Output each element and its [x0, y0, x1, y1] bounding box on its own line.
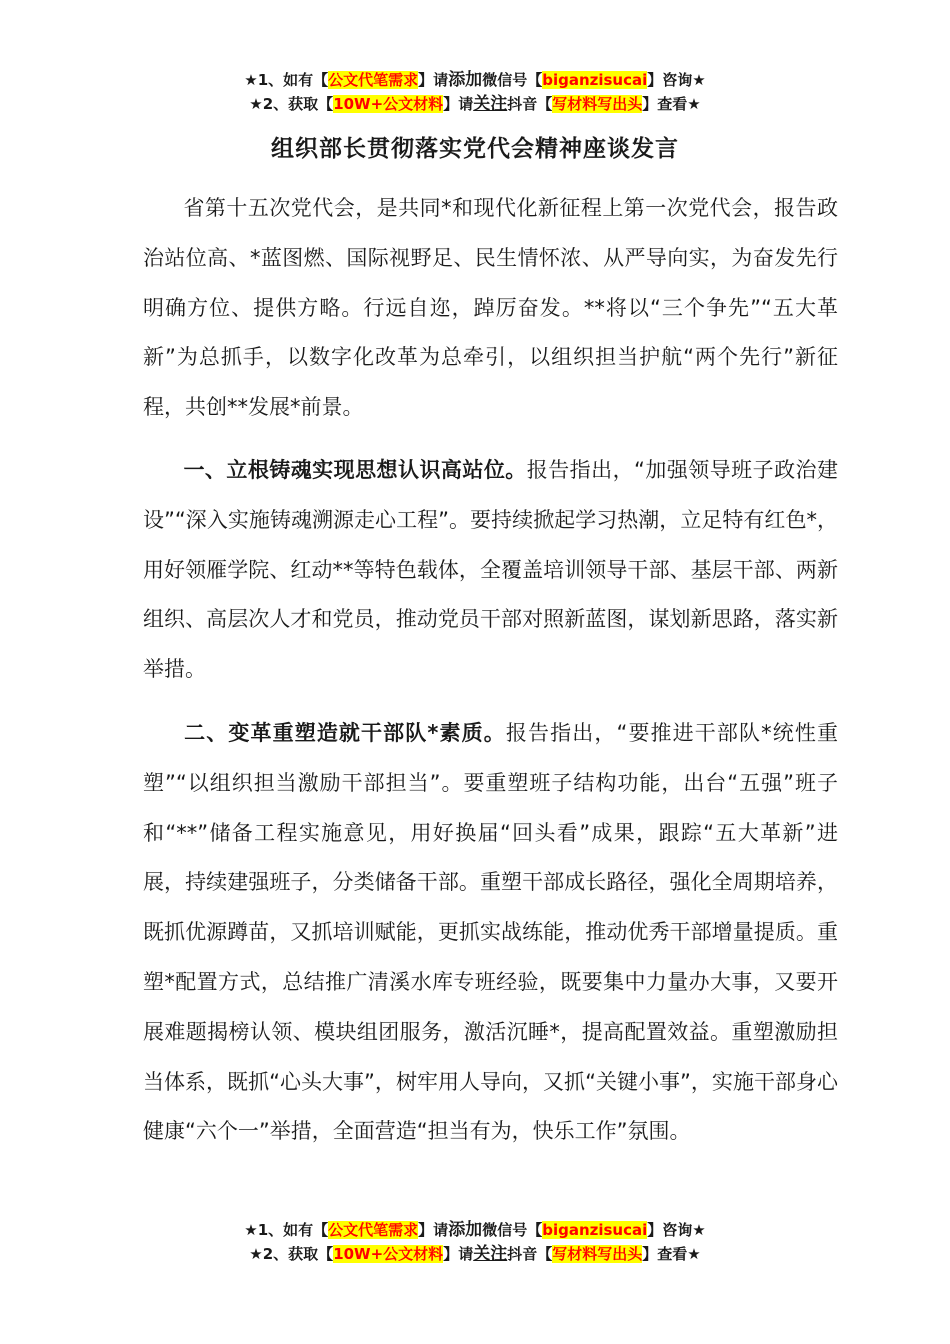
banner-text: 】咨询★: [647, 71, 706, 89]
banner-highlight: 10W+公文材料: [333, 1245, 444, 1263]
banner-text: 】查看★: [642, 95, 701, 113]
banner-text: 】请: [418, 1221, 449, 1239]
banner-text: ★2、获取【: [249, 95, 334, 113]
bottom-banner: [0, 1218, 950, 1266]
paragraph-text: 报告指出，“要推进干部队*统性重塑”“以组织担当激励干部担当”。要重塑班子结构功能，出台“五强”班子和“**”储备工程实施意见，用好换届“回头看”成果，跟踪“五大革新”进展，持续建强班子，分类储备干部。重塑干部成长路径，强化全周期培养，既抓优源蹲苗，又抓培训赋能，更抓实战练能，推动优秀干部增量提质。重塑*配置方式，总结推广清溪水库专班经验，既要集中力量办大事，又要开展难题揭榜认领、模块组团服务，激活沉睡*，提高配置效益。重塑激励担当体系，既抓“心头大事”，树牢用人导向，又抓“关键小事”，实施干部身心健康“六个一”举措，全面营造“担当有为，快乐工作”氛围。: [143, 721, 838, 1144]
banner-line-2: [0, 92, 950, 116]
banner-emphasis: 关注: [473, 1244, 508, 1264]
banner-highlight: 公文代笔需求: [328, 71, 419, 89]
banner-text: ★1、如有【: [244, 71, 329, 89]
banner-highlight: 10W+公文材料: [333, 95, 444, 113]
banner-text: 】请: [443, 95, 474, 113]
banner-text: 微信号【: [482, 71, 543, 89]
paragraph-intro: [143, 184, 838, 433]
banner-line-1: [0, 68, 950, 92]
section-heading: 一、立根铸魂实现思想认识高站位。: [183, 458, 527, 482]
banner-text: ★1、如有【: [244, 1221, 329, 1239]
banner-wechat-id: biganzisucai: [542, 71, 648, 89]
banner-douyin-id: 写材料写出头: [552, 95, 643, 113]
document-title: 组织部长贯彻落实党代会精神座谈发言: [271, 136, 679, 162]
paragraph-text: 报告指出，“加强领导班子政治建设”“深入实施铸魂溯源走心工程”。要持续掀起学习热潮，立足特有红色*，用好领雁学院、红动**等特色载体，全覆盖培训领导干部、基层干部、两新组织、高层次人才和党员，推动党员干部对照新蓝图，谋划新思路，落实新举措。: [143, 458, 839, 682]
banner-line-2: [0, 1242, 950, 1266]
paragraph-text: 省第十五次党代会，是共同*和现代化新征程上第一次党代会，报告政治站位高、*蓝图燃、国际视野足、民生情怀浓、从严导向实，为奋发先行明确方位、提供方略。行远自迩，踔厉奋发。**将以“三个争先”“五大革新”为总抓手，以数字化改革为总牵引，以组织担当护航“两个先行”新征程，共创**发展*前景。: [143, 196, 838, 420]
banner-emphasis: 添加: [448, 70, 483, 90]
banner-text: ★2、获取【: [249, 1245, 334, 1263]
banner-text: 微信号【: [482, 1221, 543, 1239]
banner-wechat-id: biganzisucai: [542, 1221, 648, 1239]
banner-emphasis: 添加: [448, 1220, 483, 1240]
banner-emphasis: 关注: [473, 94, 508, 114]
banner-text: 抖音【: [507, 95, 553, 113]
top-banner: [0, 68, 950, 116]
banner-douyin-id: 写材料写出头: [552, 1245, 643, 1263]
paragraph-section-2: [143, 709, 838, 1157]
banner-highlight: 公文代笔需求: [328, 1221, 419, 1239]
banner-text: 抖音【: [507, 1245, 553, 1263]
banner-text: 】请: [418, 71, 449, 89]
banner-text: 】查看★: [642, 1245, 701, 1263]
section-heading: 二、变革重塑造就干部队*素质。: [183, 721, 506, 745]
banner-line-1: [0, 1218, 950, 1242]
paragraph-section-1: [143, 446, 838, 695]
banner-text: 】请: [443, 1245, 474, 1263]
banner-text: 】咨询★: [647, 1221, 706, 1239]
